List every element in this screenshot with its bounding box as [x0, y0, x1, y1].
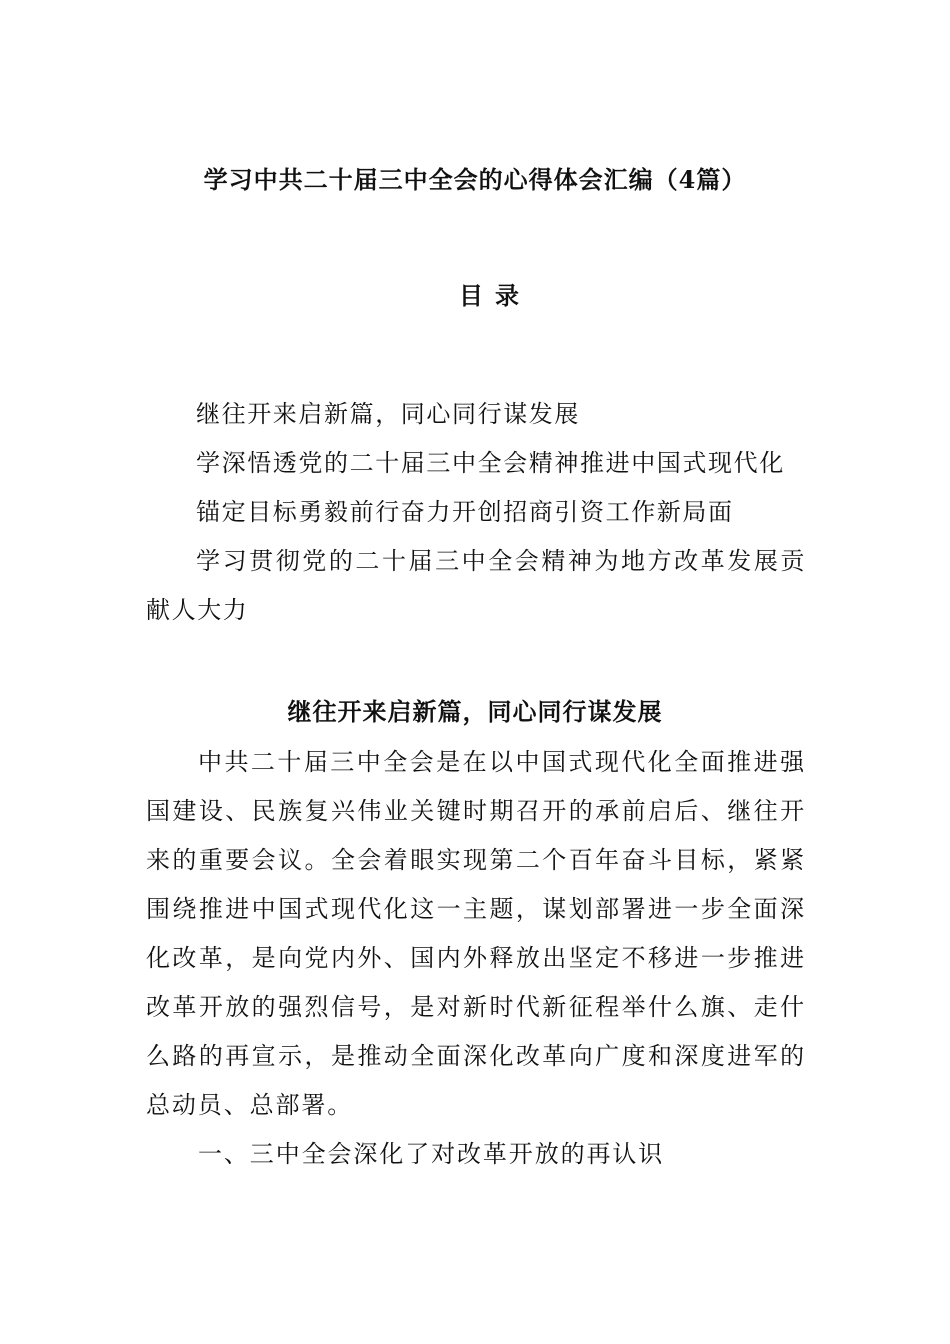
toc-item: 学深悟透党的二十届三中全会精神推进中国式现代化: [196, 449, 785, 477]
section-title: 继往开来启新篇，同心同行谋发展: [287, 697, 663, 726]
document-title: 学习中共二十届三中全会的心得体会汇编（4篇）: [203, 165, 747, 194]
section-body: [146, 738, 806, 1179]
body-paragraph: 中共二十届三中全会是在以中国式现代化全面推进强国建设、民族复兴伟业关键时期召开的承前启后、继往开来的重要会议。全会着眼实现第二个百年奋斗目标，紧紧围绕推进中国式现代化这一主题，谋划部署进一步全面深化改革，是向党内外、国内外释放出坚定不移进一步推进改革开放的强烈信号，是对新时代新征程举什么旗、走什么路的再宣示，是推动全面深化改革向广度和深度进军的总动员、总部署。: [146, 748, 806, 1119]
table-of-contents: [146, 390, 806, 635]
toc-item: 学习贯彻党的二十届三中全会精神为地方改革发展贡献人大力: [146, 547, 806, 624]
body-paragraph: 一、三中全会深化了对改革开放的再认识: [198, 1140, 665, 1168]
toc-item: 锚定目标勇毅前行奋力开创招商引资工作新局面: [196, 498, 734, 526]
toc-heading: 目录: [459, 281, 531, 310]
toc-item: 继往开来启新篇，同心同行谋发展: [196, 400, 580, 428]
